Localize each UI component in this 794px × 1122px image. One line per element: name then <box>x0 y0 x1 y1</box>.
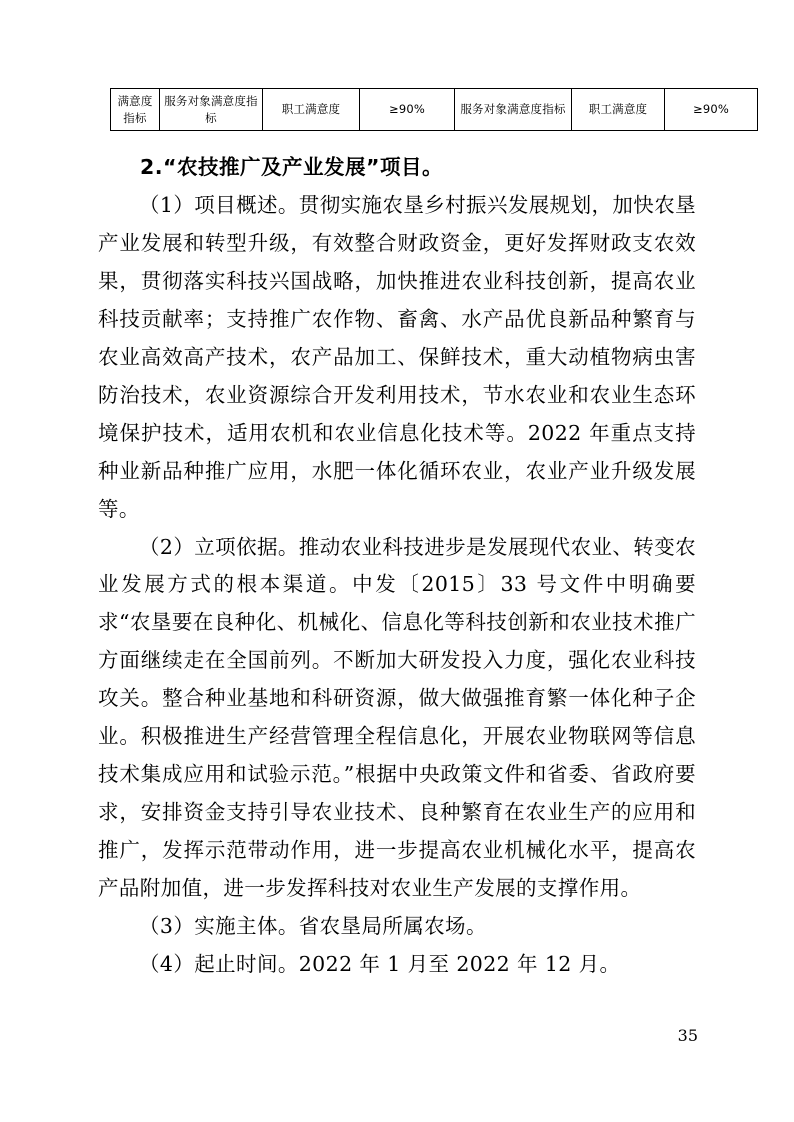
section-heading: 2.“农技推广及产业发展”项目。 <box>140 155 443 180</box>
table-cell-target-1: ≥90% <box>360 89 455 131</box>
paragraph-project-basis: （2）立项依据。推动农业科技进步是发展现代农业、转变农业发展方式的根本渠道。中发〔2015〕33 号文件中明确要求“农垦要在良种化、机械化、信息化等科技创新和农业技术推广方面继续走在全国前列。不断加大研发投入力度，强化农业科技攻关。整合种业基地和科研资源，做大做强推育繁一体化种子企业。积极推进生产经营管理全程信息化，开展农业物联网等信息技术集成应用和试验示范。”根据中央政策文件和省委、省政府要求，安排资金支持引导农业技术、良种繁育在农业生产的应用和推广，发挥示范带动作用，进一步提高农业机械化水平，提高农产品附加值，进一步发挥科技对农业生产发展的支撑作用。 <box>98 534 696 900</box>
table-row <box>111 89 758 131</box>
paragraph-project-overview: （1）项目概述。贯彻实施农垦乡村振兴发展规划，加快农垦产业发展和转型升级，有效整合财政资金，更好发挥财政支农效果，贯彻落实科技兴国战略，加快推进农业科技创新，提高农业科技贡献率；支持推广农作物、畜禽、水产品优良新品种繁育与农业高效高产技术，农产品加工、保鲜技术，重大动植物病虫害防治技术，农业资源综合开发利用技术，节水农业和农业生态环境保护技术，适用农机和农业信息化技术等。2022 年重点支持种业新品种推广应用，水肥一体化循环农业，农业产业升级发展等。 <box>98 193 696 521</box>
paragraph-time-range: （4）起止时间。2022 年 1 月至 2022 年 12 月。 <box>139 951 621 976</box>
page-number: 35 <box>677 1026 698 1045</box>
table-cell-target-2: ≥90% <box>665 89 758 131</box>
indicator-table <box>110 88 758 131</box>
table-cell-staff-satisfaction-1: 职工满意度 <box>263 89 360 131</box>
table-cell-service-satisfaction-2: 服务对象满意度指标 <box>455 89 572 131</box>
table-cell-satisfaction-category: 满意度指标 <box>111 89 160 131</box>
table-cell-service-satisfaction-1: 服务对象满意度指标 <box>160 89 263 131</box>
table-cell-staff-satisfaction-2: 职工满意度 <box>572 89 665 131</box>
paragraph-implementing-body: （3）实施主体。省农垦局所属农场。 <box>139 913 487 938</box>
